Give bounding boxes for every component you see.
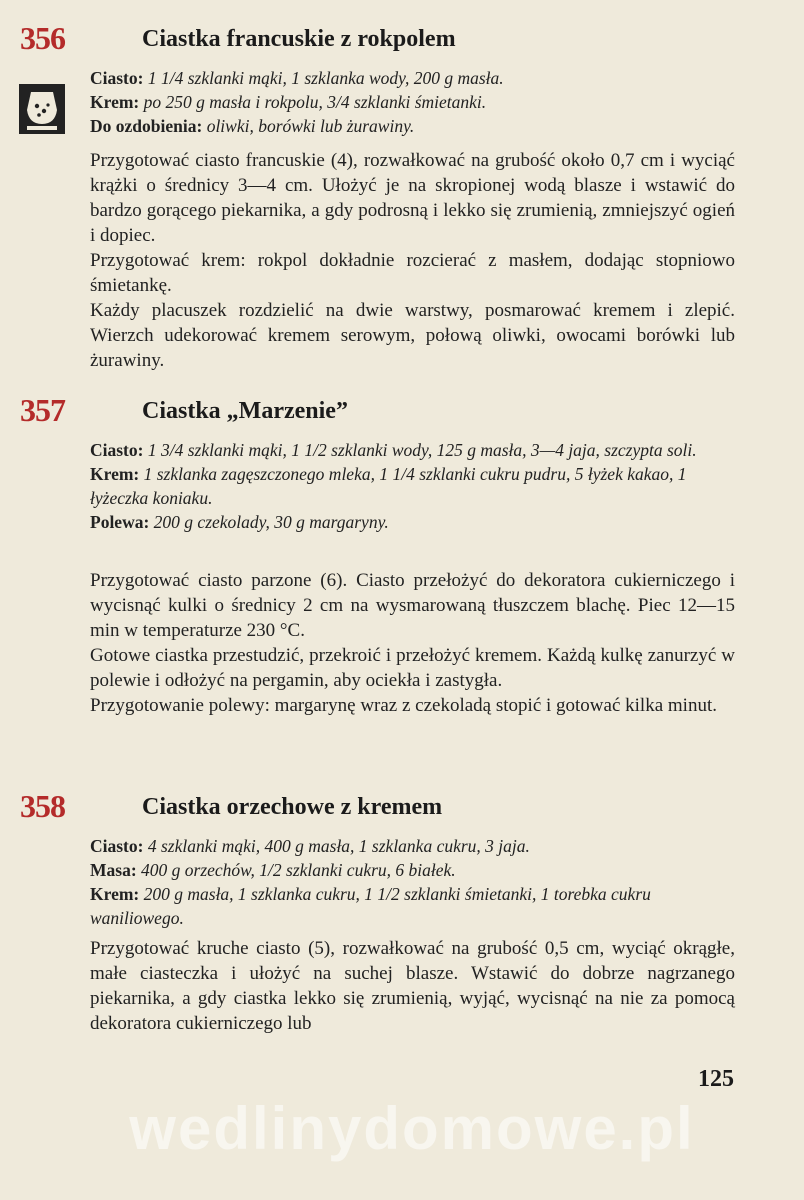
ingredients-list — [90, 66, 740, 138]
ingredient-line: Ciasto: 4 szklanki mąki, 400 g masła, 1 szklanka cukru, 3 jaja. — [90, 836, 530, 856]
ingredients-list — [90, 438, 740, 534]
watermark: wedlinydomowe.pl — [129, 1095, 695, 1162]
page-number: 125 — [698, 1066, 734, 1092]
recipe-title: Ciastka francuskie z rokpolem — [142, 26, 456, 52]
instruction-paragraph: Przygotować ciasto parzone (6). Ciasto przełożyć do dekoratora cukierniczego i wycisnąć kulki o średnicy 2 cm na wysmarowaną tłuszczem blachę. Piec 12—15 min w temperaturze 230 °C. — [90, 570, 735, 641]
instruction-paragraph: Przygotowanie polewy: margarynę wraz z czekoladą stopić i gotować kilka minut. — [90, 695, 717, 716]
ingredient-line: Do ozdobienia: oliwki, borówki lub żurawiny. — [90, 116, 415, 136]
recipe-instructions — [90, 148, 735, 373]
freezer-pictogram-icon — [19, 84, 65, 134]
recipe-instructions — [90, 936, 735, 1036]
ingredient-line: Masa: 400 g orzechów, 1/2 szklanki cukru, 6 białek. — [90, 860, 456, 880]
ingredient-line: Krem: 1 szklanka zagęszczonego mleka, 1 1/4 szklanki cukru pudru, 5 łyżek kakao, 1 łyżeczka koniaku. — [90, 464, 687, 508]
recipe-number: 357 — [20, 392, 65, 428]
ingredient-line: Ciasto: 1 3/4 szklanki mąki, 1 1/2 szklanki wody, 125 g masła, 3—4 jaja, szczypta soli. — [90, 440, 697, 460]
ingredient-line: Krem: po 250 g masła i rokpolu, 3/4 szklanki śmietanki. — [90, 92, 487, 112]
ingredient-line: Krem: 200 g masła, 1 szklanka cukru, 1 1/2 szklanki śmietanki, 1 torebka cukru waniliowego. — [90, 884, 651, 928]
instruction-paragraph: Przygotować krem: rokpol dokładnie rozcierać z masłem, dodając stopniowo śmietankę. — [90, 250, 735, 296]
ingredients-list — [90, 834, 740, 930]
recipe-number: 356 — [20, 20, 65, 56]
instruction-paragraph: Każdy placuszek rozdzielić na dwie warstwy, posmarować kremem i zlepić. Wierzch udekorować kremem serowym, połową oliwki, owocami borówki lub żurawiny. — [90, 300, 735, 371]
recipe-title: Ciastka „Marzenie” — [142, 398, 348, 424]
instruction-paragraph: Gotowe ciastka przestudzić, przekroić i przełożyć kremem. Każdą kulkę zanurzyć w polewie i odłożyć na pergamin, aby ociekła i zastygła. — [90, 645, 735, 691]
ingredient-line: Polewa: 200 g czekolady, 30 g margaryny. — [90, 512, 389, 532]
instruction-paragraph: Przygotować kruche ciasto (5), rozwałkować na grubość 0,5 cm, wyciąć okrągłe, małe ciasteczka i ułożyć na suchej blasze. Wstawić do dobrze nagrzanego piekarnika, a gdy ciastka lekko się zrumienią, wyjąć, wycisnąć na nie za pomocą dekoratora cukierniczego lub — [90, 938, 735, 1034]
instruction-paragraph: Przygotować ciasto francuskie (4), rozwałkować na grubość około 0,7 cm i wyciąć krążki o średnicy 3—4 cm. Ułożyć je na skropionej wodą blasze i wstawić do bardzo gorącego piekarnika, a gdy podrosną i lekko się zrumienią, zmniejszyć ogień i dopiec. — [90, 150, 735, 246]
ingredient-line: Ciasto: 1 1/4 szklanki mąki, 1 szklanka wody, 200 g masła. — [90, 68, 504, 88]
recipe-number: 358 — [20, 788, 65, 824]
recipe-instructions — [90, 568, 735, 718]
recipe-title: Ciastka orzechowe z kremem — [142, 794, 443, 820]
